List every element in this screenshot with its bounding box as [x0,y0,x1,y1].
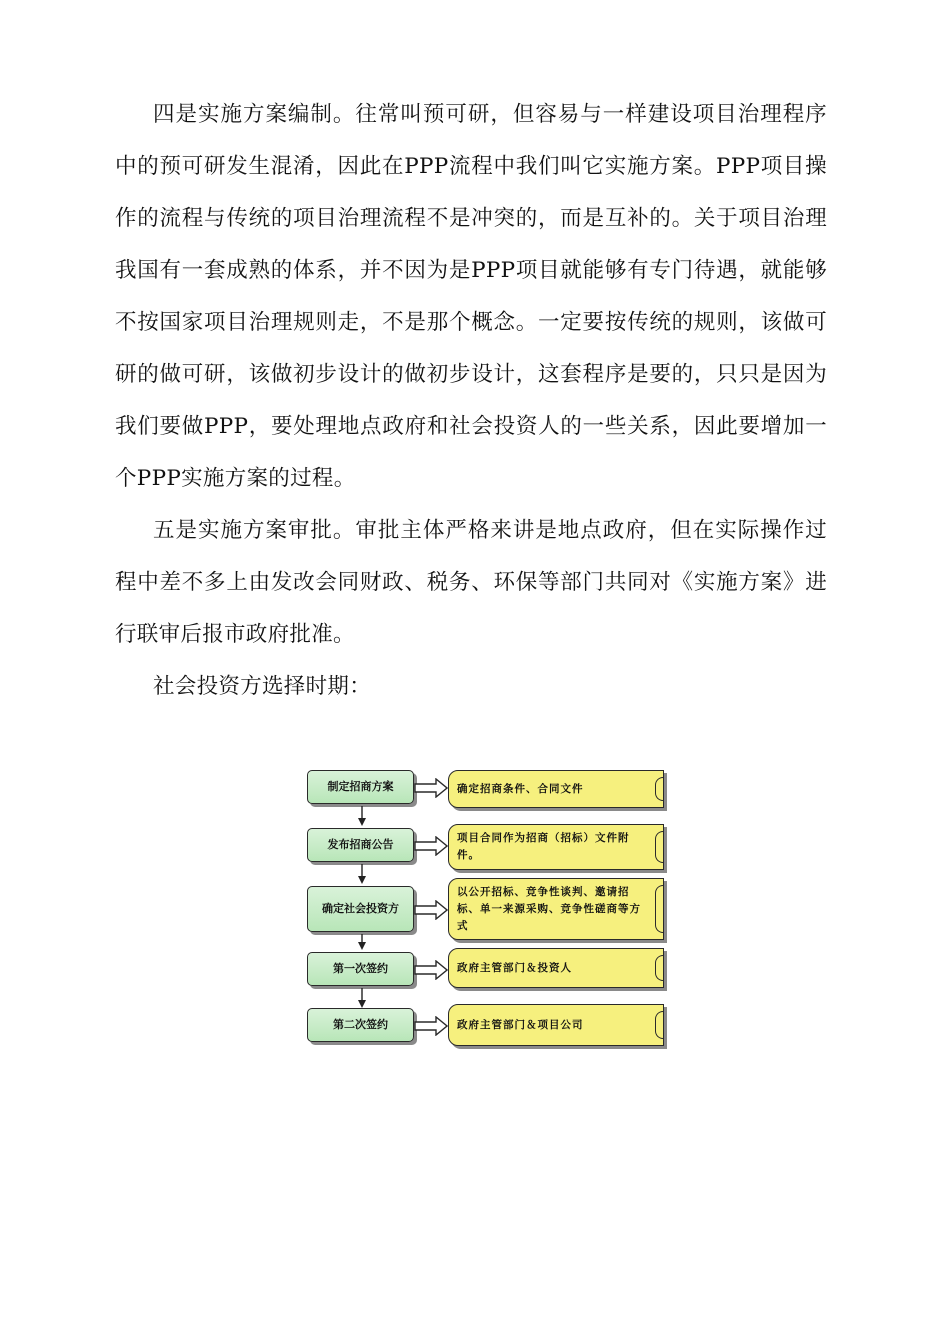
flow-detail-text: 政府主管部门＆项目公司 [457,1018,584,1031]
flow-step-box [307,770,414,804]
flow-step-box [307,828,414,862]
flow-detail-box [448,878,664,940]
flow-detail-box [448,1004,664,1046]
paragraph-implementation-plan: 四是实施方案编制。往常叫预可研，但容易与一样建设项目治理程序中的预可研发生混淆，因此在PPP流程中我们叫它实施方案。PPP项目操作的流程与传统的项目治理流程不是冲突的，而是互补的。关于项目治理我国有一套成熟的体系，并不因为是PPP项目就能够有专门待遇，就能够不按国家项目治理规则走，不是那个概念。一定要按传统的规则，该做可研的做可研，该做初步设计的做初步设计，这套程序是要的，只只是因为我们要做PPP，要处理地点政府和社会投资人的一些关系，因此要增加一个PPP实施方案的过程。 [115,102,827,491]
right-arrow-icon [414,836,448,856]
flow-step-box [307,886,414,932]
down-arrow-icon [357,864,367,884]
paragraph-plan-approval: 五是实施方案审批。审批主体严格来讲是地点政府，但在实际操作过程中差不多上由发改会同财政、税务、环保等部门共同对《实施方案》进行联审后报市政府批准。 [115,518,827,647]
flow-detail-text: 确定招商条件、合同文件 [457,782,584,795]
flow-step-label: 确定社会投资方 [322,902,399,915]
right-arrow-icon [414,900,448,920]
flow-detail-text: 以公开招标、竞争性谈判、邀请招标、单一来源采购、竞争性磋商等方式 [457,885,641,932]
flow-detail-box [448,948,664,988]
flow-detail-text: 项目合同作为招商（招标）文件附件。 [457,832,630,861]
right-arrow-icon [414,778,448,798]
flow-detail-box [448,824,664,870]
down-arrow-icon [357,988,367,1008]
flow-detail-box [448,770,664,808]
flow-step-label: 第一次签约 [333,962,388,975]
paragraph-investor-selection-heading: 社会投资方选择时期： [153,674,372,699]
flow-step-label: 第二次签约 [333,1018,388,1031]
right-arrow-icon [414,960,448,980]
down-arrow-icon [357,806,367,826]
down-arrow-icon [357,934,367,950]
flow-detail-text: 政府主管部门＆投资人 [457,961,572,974]
flow-step-box [307,1008,414,1042]
flow-step-label: 发布招商公告 [327,838,394,851]
flow-step-label: 制定招商方案 [327,780,394,793]
flow-step-box [307,952,414,986]
right-arrow-icon [414,1016,448,1036]
